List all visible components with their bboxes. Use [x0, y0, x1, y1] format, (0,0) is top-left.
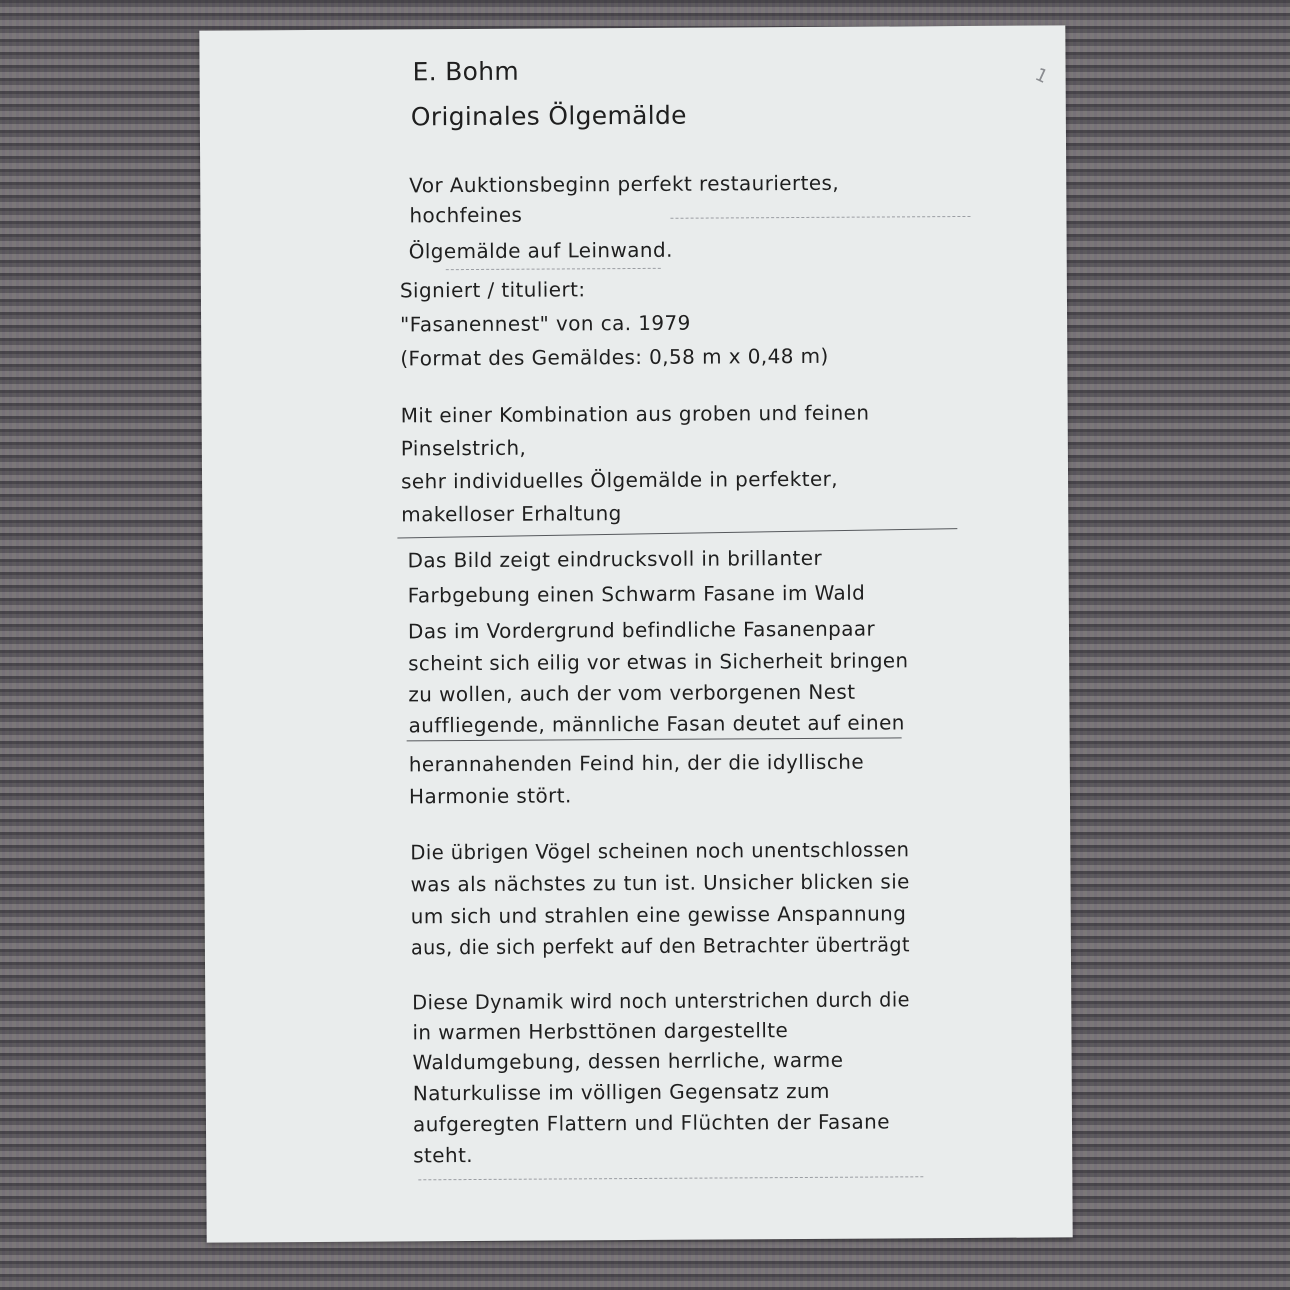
paste-edge-line [446, 268, 661, 270]
text-line: "Fasanennest" von ca. 1979 [400, 310, 691, 337]
text-line: steht. [413, 1143, 474, 1168]
text-line: Ölgemälde auf Leinwand. [408, 237, 673, 264]
text-line: makelloser Erhaltung [401, 501, 622, 527]
text-line: Farbgebung einen Schwarm Fasane im Wald [407, 580, 866, 608]
text-line: sehr individuelles Ölgemälde in perfekter, [400, 466, 839, 494]
text-line: aufgeregten Flattern und Flüchten der Fasane [412, 1109, 890, 1137]
text-line: in warmen Herbsttönen dargestellte [412, 1018, 789, 1045]
text-line: Diese Dynamik wird noch unterstrichen durch die [412, 987, 910, 1015]
text-line: Pinselstrich, [400, 435, 527, 461]
paste-edge-line [397, 528, 957, 538]
author-name: E. Bohm [412, 56, 520, 87]
text-line: Signiert / tituliert: [399, 277, 586, 303]
text-line: Mit einer Kombination aus groben und feinen [400, 400, 870, 428]
text-line: herannahenden Feind hin, der die idyllische [408, 749, 865, 777]
paste-edge-line [407, 737, 902, 741]
text-line: aus, die sich perfekt auf den Betrachter überträgt [410, 932, 910, 960]
text-line: Vor Auktionsbeginn perfekt restauriertes, [409, 170, 840, 198]
document-title: Originales Ölgemälde [410, 100, 687, 132]
document-page [199, 25, 1072, 1242]
text-line: was als nächstes zu tun ist. Unsicher blicken sie [410, 869, 910, 897]
text-line: Harmonie stört. [408, 783, 572, 809]
text-line: (Format des Gemäldes: 0,58 m x 0,48 m) [400, 343, 829, 371]
text-line: Die übrigen Vögel scheinen noch unentschlossen [410, 837, 910, 865]
text-line: um sich und strahlen eine gewisse Anspannung [410, 901, 907, 929]
text-line: scheint sich eilig vor etwas in Sicherheit bringen [408, 648, 909, 676]
paste-edge-line [670, 216, 970, 219]
paste-edge-line [418, 1176, 923, 1180]
text-line: Das Bild zeigt eindrucksvoll in brillanter [407, 545, 823, 573]
text-line: Das im Vordergrund befindliche Fasanenpaar [407, 616, 876, 644]
text-line: Naturkulisse im völligen Gegensatz zum [412, 1078, 830, 1106]
text-line: hochfeines [409, 202, 523, 228]
text-line: Waldumgebung, dessen herrliche, warme [412, 1047, 844, 1075]
text-line: zu wollen, auch der vom verborgenen Nest [408, 679, 856, 707]
text-line: auffliegende, männliche Fasan deutet auf einen [408, 710, 905, 738]
page-number-mark: 1 [1031, 64, 1051, 88]
